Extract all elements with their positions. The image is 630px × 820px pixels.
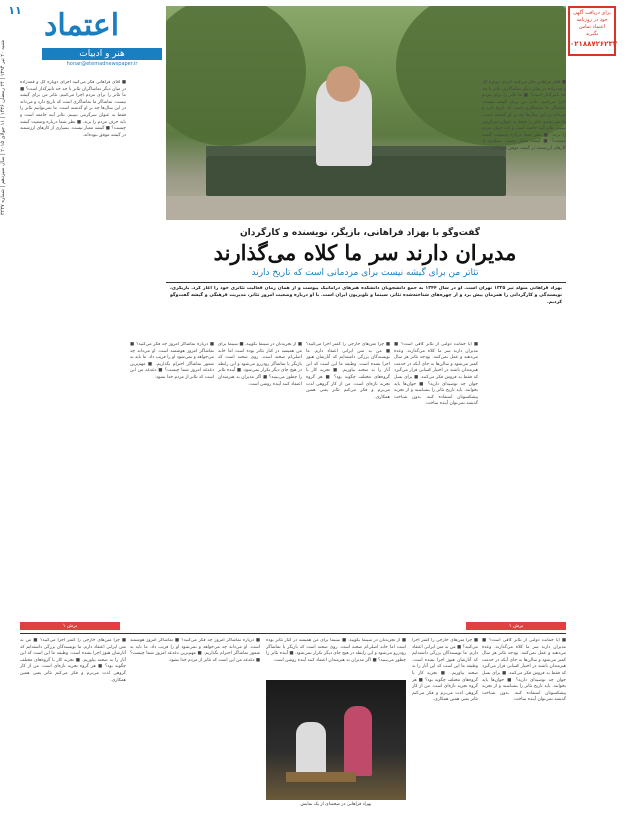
text-column: ■ آقای فراهانی فکر می‌کنید اجرای دوباره گل و قمه‌زاده در میان دیگر تماشاگران تئاتر تا چه حد تاثیرگذار است؟ ■ ما تئاتر را برای مردم اجرا می‌کنیم. تئاتر من برای گیشه نیست. تماشاگر ما تماشاگری است که تاریخ دارد و می‌داند در این سال‌ها چه بر او گذشته است. ما نمی‌توانیم تئاتر را فقط به عنوان سرگرمی ببینیم. تئاتر آینه جامعه است و باید حرف مردم را بزند. ■ نظر شما درباره وضعیت گیشه چیست؟ ■ گیشه معیار نیست. بسیاری از کارهای ارزشمند در گیشه موفق نبوده‌اند. — [482, 80, 566, 151]
article-subhead: تئاتر من برای گیشه نیست برای مردمانی است که تاریخ دارند — [251, 268, 479, 278]
text-column: ■ درباره تماشاگر امروز چه فکر می‌کنید؟ ■ تماشاگر امروز هوشمند است. او می‌داند چه می‌خواهد و نمی‌شود او را فریب داد. ما باید به شعور تماشاگر احترام بگذاریم. ■ مهم‌ترین دغدغه امروز شما چیست؟ ■ دغدغه من این است که تئاتر از مردم جدا نشود. — [130, 342, 214, 380]
page-number: ۱۱ — [8, 4, 22, 17]
masthead — [6, 4, 166, 70]
text-column: ■ از تجربه‌تان در سینما بگویید. ■ سینما برای من همیشه در کنار تئاتر بوده است اما خانه اصلی‌ام صحنه است. روی صحنه است که بازیگر با تماشاگر رودررو می‌شود و این رابطه در هیچ جای دیگر تکرار نمی‌شود. ■ آینده تئاتر را چطور می‌بینید؟ ■ اگر مدیران به هنرمندان اعتماد کنند آینده روشن است. — [266, 638, 406, 663]
text-column: ■ چرا متن‌های خارجی را کمتر اجرا می‌کنید؟ ■ من به متن ایرانی اعتقاد دارم. ما نویسندگان بزرگی داشته‌ایم که آثارشان هنوز اجرا نشده است. وظیفه ما این است که این آثار را به صحنه بیاوریم. ■ تجربه کار با گروه‌های مختلف چگونه بود؟ ■ هر گروه تجربه تازه‌ای است. من از کار گروهی لذت می‌برم و فکر می‌کنم تئاتر یعنی همین همکاری. — [20, 638, 126, 683]
article-kicker: گفت‌وگو با بهزاد فراهانی، بازیگر، نویسنده و کارگردان — [239, 228, 481, 238]
text-column: ■ چرا متن‌های خارجی را کمتر اجرا می‌کنید؟ ■ من به متن ایرانی اعتقاد دارم. ما نویسندگان بزرگی داشته‌ایم که آثارشان هنوز اجرا نشده است. وظیفه ما این است که این آثار را به صحنه بیاوریم. ■ تجربه کار با گروه‌های مختلف چگونه بود؟ ■ هر گروه تجربه تازه‌ای است. من از کار گروهی لذت می‌برم و فکر می‌کنم تئاتر یعنی همین همکاری. — [306, 342, 390, 400]
photo-person-head — [326, 66, 360, 102]
stage-photo — [266, 680, 406, 800]
photo-tree — [166, 6, 306, 146]
text-column: ■ از تجربه‌تان در سینما بگویید. ■ سینما برای من همیشه در کنار تئاتر بوده است اما خانه اصلی‌ام صحنه است. روی صحنه است که بازیگر با تماشاگر رودررو می‌شود و این رابطه در هیچ جای دیگر تکرار نمی‌شود. ■ آینده تئاتر را چطور می‌بینید؟ ■ اگر مدیران به هنرمندان اعتماد کنند آینده روشن است. — [218, 342, 302, 387]
section-title: هنر و ادبیات — [42, 48, 162, 60]
stage-table — [286, 772, 356, 782]
advertisement-box — [568, 6, 616, 56]
stage-actor — [296, 722, 326, 778]
divider — [20, 633, 566, 634]
text-column: ■ آقای فراهانی فکر می‌کنید اجرای دوباره گل و قمه‌زاده در میان دیگر تماشاگران تئاتر تا چه حد تاثیرگذار است؟ ■ ما تئاتر را برای مردم اجرا می‌کنیم. تئاتر من برای گیشه نیست. تماشاگر ما تماشاگری است که تاریخ دارد و می‌داند در این سال‌ها چه بر او گذشته است. ما نمی‌توانیم تئاتر را فقط به عنوان سرگرمی ببینیم. تئاتر آینه جامعه است و باید حرف مردم را بزند. ■ نظر شما درباره وضعیت گیشه چیست؟ ■ گیشه معیار نیست. بسیاری از کارهای ارزشمند در گیشه موفق نبوده‌اند. — [20, 80, 126, 138]
photo-caption: بهزاد فراهانی در صحنه‌ای از یک نمایش — [300, 802, 372, 807]
text-column: ■ آیا حمایت دولتی از تئاتر کافی است؟ ■ مدیران دارند سر ما کلاه می‌گذارند. وعده می‌دهند و عمل نمی‌کنند. بودجه تئاتر هر سال کمتر می‌شود و سالن‌ها به جای آنکه در خدمت هنرمندان باشند در اختیار کسانی قرار می‌گیرد که فقط به فروش فکر می‌کنند. ■ برای نسل جوان چه توصیه‌ای دارید؟ ■ جوان‌ها باید بخوانند. باید تاریخ تئاتر را بشناسند و از تجربه پیشکسوتان استفاده کنند. بدون شناخت گذشته نمی‌توان آینده ساخت. — [394, 342, 478, 407]
article-lead: بهزاد فراهانی متولد تیر ۱۳۲۵ تهران است. او در سال ۱۳۴۴ به جمع دانشجویان دانشکده هنرهای دراماتیک پیوست و از همان زمان فعالیت تئاتری خود را آغاز کرد. بازیگری، نویسندگی و کارگردانی را همزمان پیش برد و از چهره‌های شناخته‌شده تئاتر، سینما و تلویزیون ایران است. با او درباره وضعیت امروز تئاتر، مدیریت فرهنگی و گیشه گفت‌وگو کردیم. — [170, 286, 562, 305]
text-column: ■ چرا متن‌های خارجی را کمتر اجرا می‌کنید؟ ■ من به متن ایرانی اعتقاد دارم. ما نویسندگان بزرگی داشته‌ایم که آثارشان هنوز اجرا نشده است. وظیفه ما این است که این آثار را به صحنه بیاوریم. ■ تجربه کار با گروه‌های مختلف چگونه بود؟ ■ هر گروه تجربه تازه‌ای است. من از کار گروهی لذت می‌برم و فکر می‌کنم تئاتر یعنی همین همکاری. — [412, 638, 478, 703]
text-column: ■ درباره تماشاگر امروز چه فکر می‌کنید؟ ■ تماشاگر امروز هوشمند است. او می‌داند چه می‌خواهد و نمی‌شود او را فریب داد. ما باید به شعور تماشاگر احترام بگذاریم. ■ مهم‌ترین دغدغه امروز شما چیست؟ ■ دغدغه من این است که تئاتر از مردم جدا نشود. — [130, 638, 260, 663]
article-headline: مدیران دارند سر ما کلاه می‌گذارند — [213, 240, 517, 265]
ad-text: برای دریافت آگهی خود در روزنامه اعتماد تماس بگیرید — [573, 10, 611, 37]
pull-quote-bar: برش ۱ — [20, 622, 120, 630]
newspaper-logo: اعتماد — [44, 8, 120, 43]
date-line: شنبه ۲۰ تیر ۱۳۹۴ | ۲۴ رمضان ۱۴۳۶ | ۱۱ جولای ۲۰۱۵ | سال سیزدهم | شماره ۳۲۳۷ — [0, 40, 6, 216]
ad-number: ۰۲۱۸۸۷۲۶۲۳۳ — [570, 40, 617, 48]
section-email: honar@etemadnewspaper.ir — [66, 61, 138, 67]
pull-quote-bar: برش ۱ — [466, 622, 566, 630]
text-column: ■ آیا حمایت دولتی از تئاتر کافی است؟ ■ مدیران دارند سر ما کلاه می‌گذارند. وعده می‌دهند و عمل نمی‌کنند. بودجه تئاتر هر سال کمتر می‌شود و سالن‌ها به جای آنکه در خدمت هنرمندان باشند در اختیار کسانی قرار می‌گیرد که فقط به فروش فکر می‌کنند. ■ برای نسل جوان چه توصیه‌ای دارید؟ ■ جوان‌ها باید بخوانند. باید تاریخ تئاتر را بشناسند و از تجربه پیشکسوتان استفاده کنند. بدون شناخت گذشته نمی‌توان آینده ساخت. — [482, 638, 566, 703]
stage-actor — [344, 706, 372, 776]
